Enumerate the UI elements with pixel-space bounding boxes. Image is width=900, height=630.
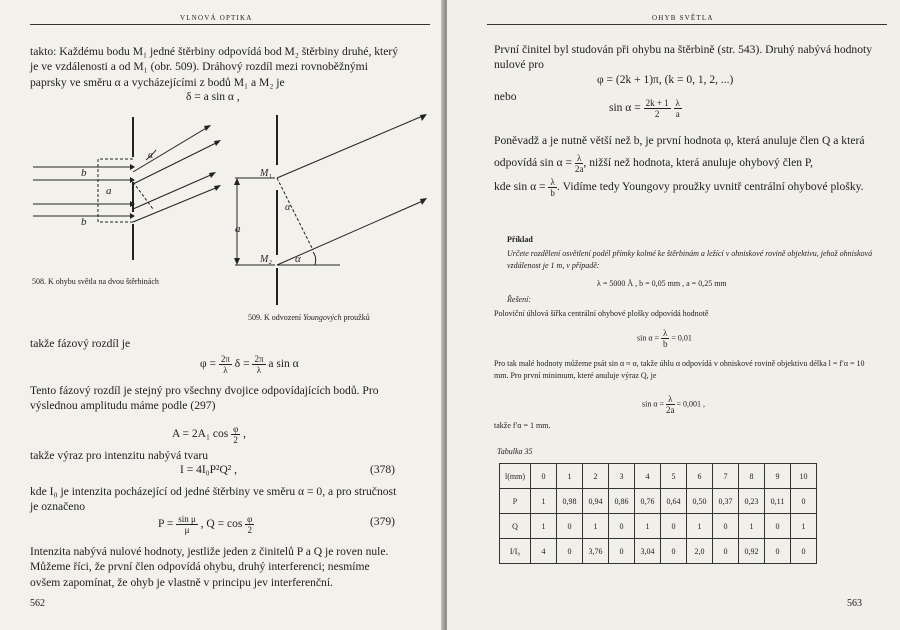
table-cell: 0 [661, 514, 687, 539]
table-cell: 1 [791, 514, 817, 539]
table-cell: 0 [557, 514, 583, 539]
table-cell: 0 [713, 539, 739, 564]
example-values: λ = 5000 Å , b = 0,05 mm , a = 0,25 mm [597, 279, 727, 288]
table-cell: 9 [765, 464, 791, 489]
table-cell: 1 [635, 514, 661, 539]
running-header-right: OHYB SVĚTLA [652, 14, 714, 22]
table-cell: 7 [713, 464, 739, 489]
table-cell: 4 [531, 539, 557, 564]
right-paragraph-1: První činitel byl studován při ohybu na štěrbině (str. 543). Druhý nabývá hodnoty nulové pro [494, 43, 873, 72]
table-cell: 0,94 [583, 489, 609, 514]
table-cell: 2 [583, 464, 609, 489]
figure-508 [28, 112, 228, 282]
fig508-b-label-top: b [81, 167, 87, 179]
table-cell: 0 [531, 464, 557, 489]
table-cell: 2,0 [687, 539, 713, 564]
fig508-alpha-label: α [148, 150, 154, 161]
equation-phi-condition: φ = (2k + 1)π, (k = 0, 1, 2, ...) [597, 74, 734, 86]
paragraph-2: Tento fázový rozdíl je stejný pro všechny dvojice odpovídajících bodů. Pro výslednou amplitudu máme podle (297) [30, 384, 379, 413]
right-page [447, 0, 900, 630]
table-cell: 0,64 [661, 489, 687, 514]
table-cell: 3,04 [635, 539, 661, 564]
table-cell: 0 [609, 514, 635, 539]
table-cell: 1 [531, 489, 557, 514]
table-cell: 1 [583, 514, 609, 539]
left-page [0, 0, 445, 630]
equation-378-number: (378) [370, 464, 395, 476]
equation-amplitude: A = 2A₁ cos $\frac{\varphi}{2}$ , [172, 424, 247, 445]
table-row-header: I/I₀ [500, 539, 531, 564]
table-cell: 0 [557, 539, 583, 564]
table-35 [499, 463, 817, 564]
fig509-alpha-upper: α [285, 202, 291, 213]
table-row [500, 539, 817, 564]
page-number-left: 562 [30, 598, 45, 609]
table-cell: 0 [713, 514, 739, 539]
fig509-m2-label: M₂ [260, 254, 272, 265]
table-cell: 1 [531, 514, 557, 539]
table-cell: 0 [661, 539, 687, 564]
table-cell: 10 [791, 464, 817, 489]
or-word: nebo [494, 90, 517, 103]
table-row-header: l(mm) [500, 464, 531, 489]
table-cell: 8 [739, 464, 765, 489]
fig509-alpha-lower: α [295, 253, 301, 265]
page-number-right: 563 [847, 598, 862, 609]
right-paragraph-2: Poněvadž a je nutně větší než b, je první hodnota φ, která anuluje člen Q a která odpovídá sin α = $\frac{\lambda}{2a}$ , nižší než hodnota, která anuluje ohybový člen P, [494, 134, 865, 174]
table-cell: 0,23 [739, 489, 765, 514]
table-cell: 0,76 [635, 489, 661, 514]
equation-intensity: I = 4I₀P²Q² , [180, 464, 238, 476]
equation-PQ: P = $\frac{\text{sin μ}}{\mu}$ , Q = cos $\frac{\varphi}{2}$ [158, 514, 253, 535]
solution-line-1: Poloviční úhlová šířka centrální ohybové plošky odpovídá hodnotě [494, 309, 709, 318]
figure-509-caption: 509. K odvození Youngových proužků [248, 313, 370, 322]
example-title: Příklad [507, 235, 533, 244]
equation-delta: δ = a sin α , [186, 91, 240, 103]
table-cell: 1 [739, 514, 765, 539]
equation-solution-1: sin α = $\frac{\lambda}{b}$ = 0,01 [637, 328, 692, 349]
table-cell: 0 [609, 539, 635, 564]
equation-solution-2: sin α = $\frac{\lambda}{2a}$ = 0,001 , [642, 394, 706, 415]
table-cell: 0,50 [687, 489, 713, 514]
table-cell: 0,37 [713, 489, 739, 514]
table-cell: 1 [557, 464, 583, 489]
table-row [500, 514, 817, 539]
header-rule-left [30, 24, 430, 25]
table-row-header: Q [500, 514, 531, 539]
table-cell: 3,76 [583, 539, 609, 564]
table-row [500, 464, 817, 489]
table-row [500, 489, 817, 514]
table-cell: 6 [687, 464, 713, 489]
table-title: Tabulka 35 [497, 447, 533, 456]
solution-title: Řešení: [507, 295, 531, 304]
figure-509 [225, 110, 430, 315]
right-paragraph-3: kde sin α = $\frac{\lambda}{b}$ . Vidíme tedy Youngovy proužky uvnitř centrální ohybové plošky. [494, 176, 864, 198]
fig509-m1-label: M₁ [260, 168, 272, 179]
equation-sin-condition: sin α = $\frac{2k + 1}{2}$ $\frac{\lambda}{a}$ [609, 98, 680, 119]
table-cell: 3 [609, 464, 635, 489]
table-cell: 0,86 [609, 489, 635, 514]
table-cell: 4 [635, 464, 661, 489]
equation-phase: φ = $\frac{2\pi}{\lambda}$ δ = $\frac{2\pi}{\lambda}$ a sin α [200, 354, 299, 375]
table-cell: 0,98 [557, 489, 583, 514]
fig509-a-label: a [235, 223, 241, 235]
paragraph-3: kde I₀ je intenzita pocházející od jedné štěrbiny ve směru α = 0, a pro stručnost je označeno [30, 485, 397, 514]
header-rule-right [487, 24, 887, 25]
table-cell: 0 [791, 539, 817, 564]
example-task: Určete rozdělení osvětlení podél přímky kolmé ke štěrbinám a ležící v ohniskové rovině objektivu, jehož ohnisková vzdálenost je 1 m, v případě: [507, 249, 873, 270]
running-header-left: VLNOVÁ OPTIKA [180, 14, 253, 22]
table-cell: 0,11 [765, 489, 791, 514]
table-cell: 0 [765, 539, 791, 564]
paragraph-1: takto: Každému bodu M₁ jedné štěrbiny odpovídá bod M₂ štěrbiny druhé, který je ve vzdálenosti a od M₁ (obr. 509). Dráhový rozdíl mezi rovnoběžnými paprsky ve směru α a vycházejícími z bodů M₁ a M₂ je [30, 45, 399, 89]
phase-intro: takže fázový rozdíl je [30, 337, 131, 350]
solution-line-3: takže f′α = 1 mm. [494, 421, 551, 430]
solution-line-2: Pro tak malé hodnoty můžeme psát sin α ≈ α, takže úhlu α odpovídá v ohniskové rovině objektivu délka l = f′α = 10 mm. Pro první minimum, které anuluje výraz Q, je [494, 359, 865, 380]
fig508-b-label-bottom: b [81, 216, 87, 228]
table-cell: 0,92 [739, 539, 765, 564]
figure-508-caption: 508. K ohybu světla na dvou štěrbinách [32, 277, 159, 286]
table-cell: 0 [791, 489, 817, 514]
intensity-intro: takže výraz pro intenzitu nabývá tvaru [30, 449, 209, 462]
table-cell: 5 [661, 464, 687, 489]
table-cell: 1 [687, 514, 713, 539]
equation-379-number: (379) [370, 516, 395, 528]
fig508-a-label: a [106, 185, 112, 197]
paragraph-4: Intenzita nabývá nulové hodnoty, jestliže jeden z činitelů P a Q je roven nule. Můžeme říci, že první člen odpovídá ohybu, druhý interferenci; nesmíme ovšem zapomínat, že ohyb je vlastně v principu jev interferenční. [30, 545, 389, 589]
table-row-header: P [500, 489, 531, 514]
table-cell: 0 [765, 514, 791, 539]
